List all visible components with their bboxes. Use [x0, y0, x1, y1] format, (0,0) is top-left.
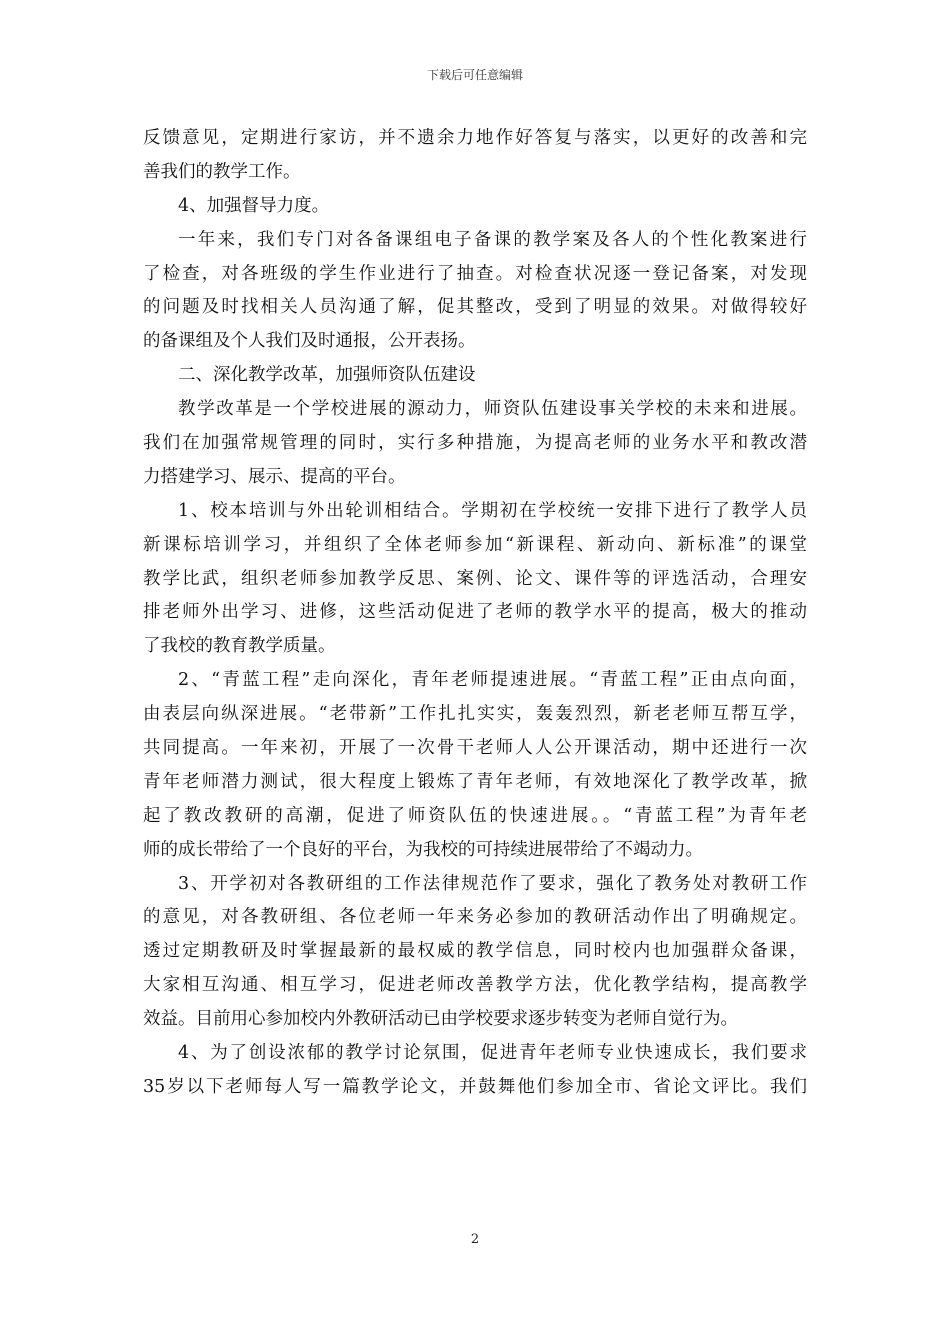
section-heading: 4、加强督导力度。 — [178, 195, 330, 216]
text-line: 由表层向纵深进展。“老带新”工作扎扎实实，轰轰烈烈，新老老师互帮互学， — [143, 704, 807, 725]
text-line: 1、校本培训与外出轮训相结合。学期初在学校统一安排下进行了教学人员 — [178, 500, 807, 521]
text-line: 2、“青蓝工程”走向深化，青年老师提速进展。“青蓝工程”正由点向面， — [178, 670, 807, 691]
text-line: 透过定期教研及时掌握最新的最权威的教学信息，同时校内也加强群众备课， — [143, 941, 807, 962]
text-line: 教学改革是一个学校进展的源动力，师资队伍建设事关学校的未来和进展。 — [178, 399, 807, 420]
text-line: 一年来，我们专门对各备课组电子备课的教学案及各人的个性化教案进行 — [178, 229, 807, 250]
text-line: 起了教改教研的高潮，促进了师资队伍的快速进展。。“青蓝工程”为青年老 — [143, 805, 807, 826]
page-header: 下载后可任意编辑 — [426, 68, 523, 82]
text-line: 教学比武，组织老师参加教学反思、案例、论文、课件等的评选活动，合理安 — [143, 568, 807, 589]
text-line: 35岁以下老师每人写一篇教学论文，并鼓舞他们参加全市、省论文评比。我们 — [143, 1076, 807, 1097]
section-heading: 二、深化教学改革，加强师资队伍建设 — [178, 365, 476, 386]
text-line: 的问题及时找相关人员沟通了解，促其整改，受到了明显的效果。对做得较好 — [143, 297, 807, 318]
text-line: 青年老师潜力测试，很大程度上锻炼了青年老师，有效地深化了教学改革，掀 — [143, 771, 807, 792]
text-line: 力搭建学习、展示、提高的平台。 — [143, 466, 406, 487]
text-line: 排老师外出学习、进修，这些活动促进了老师的教学水平的提高，极大的推动 — [143, 602, 807, 623]
text-line: 的意见，对各教研组、各位老师一年来务必参加的教研活动作出了明确规定。 — [143, 907, 807, 928]
text-line: 反馈意见，定期进行家访，并不遗余力地作好答复与落实，以更好的改善和完 — [143, 128, 807, 148]
text-line: 了检查，对各班级的学生作业进行了抽查。对检查状况逐一登记备案，对发现 — [143, 263, 807, 284]
text-line: 善我们的教学工作。 — [143, 161, 301, 182]
text-line: 4、为了创设浓郁的教学讨论氛围，促进青年老师专业快速成长，我们要求 — [178, 1043, 807, 1064]
text-line: 3、开学初对各教研组的工作法律规范作了要求，强化了教务处对教研工作 — [178, 873, 807, 894]
text-line: 师的成长带给了一个良好的平台，为我校的可持续进展带给了不竭动力。 — [143, 839, 703, 860]
document-body — [143, 122, 807, 1105]
page-number: 2 — [470, 1232, 480, 1247]
text-line: 共同提高。一年来初，开展了一次骨干老师人人公开课活动，期中还进行一次 — [143, 738, 807, 759]
text-line: 大家相互沟通、相互学习，促进老师改善教学方法，优化教学结构，提高教学 — [143, 975, 807, 996]
text-line: 效益。目前用心参加校内外教研活动已由学校要求逐步转变为老师自觉行为。 — [143, 1009, 738, 1030]
text-line: 了我校的教育教学质量。 — [143, 636, 336, 657]
text-line: 我们在加强常规管理的同时，实行多种措施，为提高老师的业务水平和教改潜 — [143, 433, 807, 454]
text-line: 的备课组及个人我们及时通报，公开表扬。 — [143, 331, 476, 352]
text-line: 新课标培训学习，并组织了全体老师参加“新课程、新动向、新标准”的课堂 — [143, 534, 807, 555]
